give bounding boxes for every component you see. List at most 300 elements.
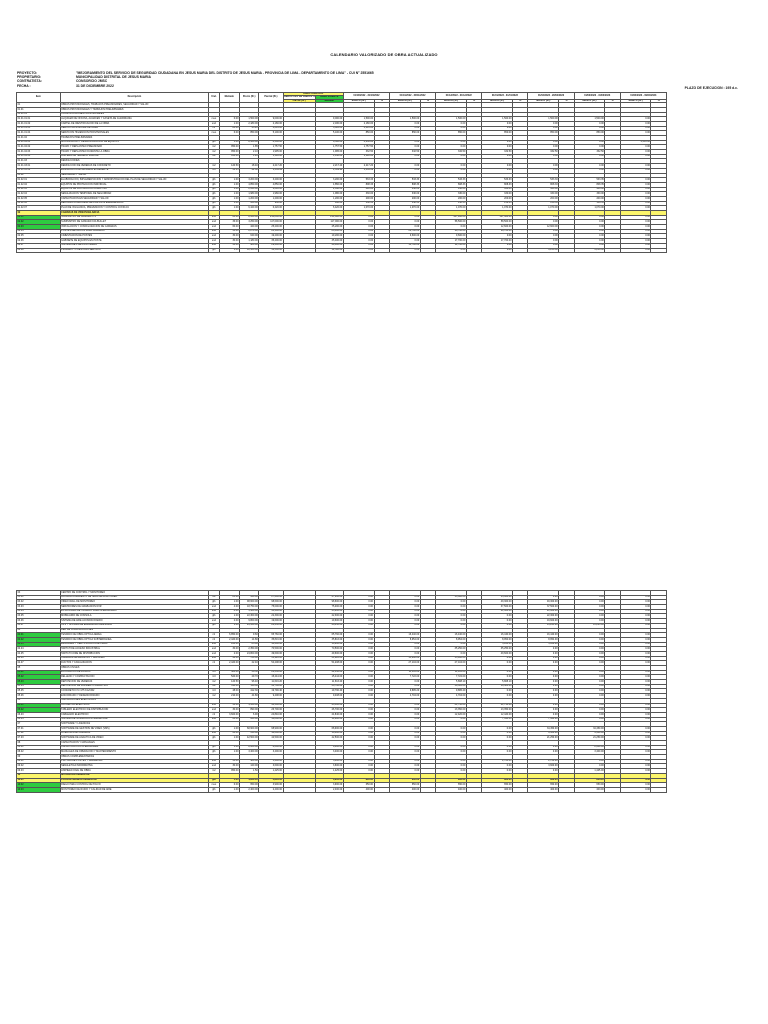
period-5-monto: 37,500.00 (528, 605, 559, 610)
period-5-monto: 13,225.00 (528, 623, 559, 628)
item-precio: 120.00 (240, 764, 259, 769)
period-6-monto: 332.50 (574, 150, 605, 155)
item-unit: glb (209, 248, 219, 253)
item-unit: glb (209, 196, 219, 201)
item-code: 01.01.02.03 (17, 150, 61, 155)
period-4-monto: 0.00 (482, 614, 513, 619)
item-description: OBRAS PROVISIONALES Y TRABAJOS PRELIMINARES (60, 107, 209, 112)
period-5-monto: 0.00 (528, 684, 559, 689)
period-7-monto: 0.00 (620, 633, 651, 638)
period-2-monto: 0.00 (389, 623, 420, 628)
item-parcial: 75,000.00 (259, 605, 283, 610)
period-4-monto: 5,808.10 (482, 680, 513, 685)
period-1-pct (374, 248, 389, 253)
item-precio: 980.00 (240, 243, 259, 248)
period-1-monto: 1,539.99 (343, 168, 374, 173)
item-description: ACONDICIONAMIENTO DE SALA DE MONITOREO (60, 595, 209, 600)
period-2-monto: 808.33 (390, 182, 421, 187)
item-metrado: 1.00 (219, 787, 240, 792)
item-description: TRABAJOS PRELIMINARES (60, 136, 209, 141)
period-6-pct (605, 787, 620, 792)
period-3-monto: 0.00 (436, 140, 467, 145)
period-1-monto: 850.00 (343, 131, 374, 136)
period-1-monto: 0.00 (343, 623, 374, 628)
item-description: PINTURA DE POSTES Y GABINETES (60, 759, 209, 764)
period-6-monto: 21,250.00 (574, 736, 605, 741)
item-vigente: 22,330.00 (315, 670, 343, 675)
item-description: SEÑALIZACION TEMPORAL DE SEGURIDAD (60, 192, 209, 197)
period-3-monto: 1,070.00 (436, 206, 467, 211)
period-3-monto: 0.00 (436, 248, 467, 253)
item-precio: 22.40 (240, 661, 259, 666)
item-precio: 2,350.00 (240, 647, 259, 652)
item-metrado: 30.00 (219, 764, 240, 769)
item-vigente: 1,539.99 (315, 168, 343, 173)
period-1-monto: 0.00 (343, 642, 374, 647)
item-unit: ml (209, 126, 219, 131)
item-description: GABINETE DE EQUIPOS EN POSTE (60, 239, 209, 244)
period-3-monto: 21,750.00 (436, 703, 467, 708)
item-vigente: 86,100.00 (315, 229, 343, 234)
item-unit: und (209, 605, 219, 610)
item-code: 05.03 (17, 680, 61, 685)
item-precio: 118.60 (240, 684, 259, 689)
period-3-monto: 8,954.00 (436, 637, 467, 642)
item-metrado: 1.00 (219, 140, 240, 145)
period-6-monto: 0.00 (574, 164, 605, 169)
period-2-monto: 332.50 (390, 150, 421, 155)
period-4-monto: 0.00 (482, 248, 513, 253)
period-7-monto: 0.00 (620, 675, 651, 680)
item-metrado: 1.00 (219, 187, 240, 192)
period-3-monto: 4,704.00 (436, 694, 467, 699)
period-5-monto: 0.00 (528, 239, 559, 244)
period-2-monto: 7,722.00 (389, 675, 420, 680)
period-1-monto: 0.00 (343, 708, 374, 713)
item-description: SOFTWARE Y LICENCIAS (60, 722, 209, 727)
period-1-monto: 200.00 (343, 196, 374, 201)
item-description: OBRAS PROVISIONALES, TRABAJOS PRELIMINARES, SEGURIDAD Y SALUD (60, 103, 209, 108)
proyecto-value: "MEJORAMIENTO DEL SERVICIO DE SEGURIDAD CIUDADANA EN JESUS MARIA DEL DISTRITO DE JESUS MARIA - PROVINCIA DE LIMA - DEPARTAMENTO DE LIMA" - CUI N° 2551665 (75, 71, 374, 75)
item-metrado: 1.00 (219, 192, 240, 197)
period-4-monto: 332.50 (482, 150, 513, 155)
item-description: EXCAVACION DE ZANJAS (60, 670, 209, 675)
period-7-monto: 0.00 (620, 694, 651, 699)
period-3-monto: 0.00 (436, 759, 467, 764)
item-parcial: 2,640.00 (259, 187, 283, 192)
item-metrado: 580.00 (219, 670, 240, 675)
period-4-monto: 49,600.00 (482, 651, 513, 656)
document-title: CALENDARIO VALORIZADO DE OBRA ACTUALIZADO (330, 52, 438, 57)
period-2-monto: 0.00 (390, 140, 421, 145)
period-4-monto: 0.00 (482, 234, 513, 239)
period-3-monto: 0.00 (436, 614, 467, 619)
item-parcial: 3,400.00 (259, 750, 283, 755)
period-3-monto: 800.00 (436, 778, 467, 783)
header-pct-3: % (466, 99, 481, 102)
item-precio: 8,500.00 (240, 140, 259, 145)
period-4-monto: 12,600.00 (482, 225, 513, 230)
period-4-monto: 0.00 (482, 689, 513, 694)
period-7-monto: 0.00 (620, 164, 651, 169)
period-7-monto: 0.00 (620, 126, 651, 131)
period-7-monto: 0.00 (620, 192, 651, 197)
period-5-monto: 0.00 (528, 694, 559, 699)
period-5-monto: 0.00 (528, 215, 559, 220)
item-vigente: 25,200.00 (315, 225, 343, 230)
header-deductivo: DEDUCTIVO DE OBRA N°01 (284, 95, 316, 99)
period-3-monto: 15,960.00 (436, 656, 467, 661)
period-5-pct (559, 248, 574, 253)
item-metrado: 4.00 (219, 605, 240, 610)
header-monto-6: MONTO (S/.) (574, 99, 605, 102)
item-unit: glb (209, 600, 219, 605)
period-7-monto: 0.00 (620, 670, 651, 675)
item-description: ELABORACION, IMPLEMENTACION Y ADMINISTRACION DEL PLAN DE SEGURIDAD Y SALUD (60, 178, 209, 183)
period-3-monto: 0.00 (436, 764, 467, 769)
item-metrado: 42.00 (219, 656, 240, 661)
period-4-monto: 0.00 (482, 731, 513, 736)
period-6-monto: 0.00 (574, 651, 605, 656)
period-2-monto: 0.00 (390, 145, 421, 150)
period-1-monto: 1,140.00 (343, 154, 374, 159)
item-unit: m2 (209, 150, 219, 155)
item-precio: 42,500.00 (240, 736, 259, 741)
item-parcial: 1,425.00 (259, 769, 283, 774)
item-unit: ml (209, 633, 219, 638)
item-code: 01.01.02.02 (17, 145, 61, 150)
item-unit: und (209, 239, 219, 244)
item-description: ACOMETIDA ELECTRICA (60, 703, 209, 708)
item-precio: 98,600.00 (240, 600, 259, 605)
item-unit: glb (209, 178, 219, 183)
item-unit: m2 (209, 145, 219, 150)
item-code: 04.04 (17, 647, 61, 652)
period-5-monto: 0.00 (528, 243, 559, 248)
period-4-monto: 0.00 (482, 145, 513, 150)
item-parcial: 6,420.00 (259, 206, 283, 211)
period-3-monto: 0.00 (436, 736, 467, 741)
item-parcial: 22,330.00 (259, 670, 283, 675)
period-5-monto: 0.00 (528, 689, 559, 694)
item-vigente: 35,400.00 (315, 239, 343, 244)
item-code: 03.05 (17, 614, 61, 619)
item-metrado: 1.00 (219, 778, 240, 783)
period-5-monto: 0.00 (528, 708, 559, 713)
period-5-monto: 0.00 (528, 769, 559, 774)
period-1-monto: 0.00 (343, 234, 374, 239)
item-vigente: 4,800.00 (315, 778, 343, 783)
item-vigente: 5,400.00 (315, 759, 343, 764)
item-code: 01.01.03.01 (17, 164, 61, 169)
period-1-monto: 0.00 (343, 675, 374, 680)
period-3-pct (466, 248, 481, 253)
item-precio: 6.90 (240, 712, 259, 717)
period-1-monto: 0.00 (343, 689, 374, 694)
period-4-monto: 0.00 (482, 164, 513, 169)
fecha-value: 31 DE DICIEMBRE 2022 (75, 84, 114, 88)
item-code: 10.02 (17, 783, 61, 788)
item-metrado: 6.00 (219, 131, 240, 136)
item-parcial: 1,200.00 (259, 196, 283, 201)
period-5-monto: 1,500.00 (528, 117, 559, 122)
item-code: 06.01 (17, 703, 61, 708)
item-parcial: 27,200.00 (259, 595, 283, 600)
item-code: 01.01.01.04 (17, 131, 61, 136)
item-vigente: 19,600.00 (315, 619, 343, 624)
period-4-monto: 158.33 (482, 201, 513, 206)
period-5-monto: 850.00 (528, 131, 559, 136)
item-parcial: 26,450.00 (259, 623, 283, 628)
item-unit: und (209, 234, 219, 239)
period-6-monto: 0.00 (574, 689, 605, 694)
header-monto-7: MONTO (S/.) (620, 99, 651, 102)
item-precio: 1,450.00 (240, 703, 259, 708)
item-metrado: 1.00 (219, 182, 240, 187)
period-2-monto: 0.00 (390, 220, 421, 225)
period-4-monto: 533.33 (482, 178, 513, 183)
item-code: 01.01.02 (17, 136, 61, 141)
item-precio: 3,400.00 (240, 750, 259, 755)
header-pct-5: % (559, 99, 574, 102)
period-2-monto: 16,440.00 (389, 633, 420, 638)
item-description: TENDIDO DE FIBRA OPTICA AEREA (60, 633, 209, 638)
period-5-monto: 16,440.00 (528, 633, 559, 638)
item-code: 03.04 (17, 609, 61, 614)
period-6-monto: 0.00 (574, 633, 605, 638)
item-vigente: 10,200.00 (315, 642, 343, 647)
item-parcial: 5,100.00 (259, 131, 283, 136)
item-description: SEGURIDAD Y SALUD (60, 173, 209, 178)
item-metrado: 6.00 (219, 783, 240, 788)
item-description: DEMOLICIONES (60, 159, 209, 164)
period-4-monto: 440.00 (482, 187, 513, 192)
period-7-monto: 0.00 (620, 145, 651, 150)
item-parcial: 1,539.99 (259, 168, 283, 173)
item-description: SERVIDORES DE GRABACION NVR (60, 605, 209, 610)
item-metrado: 2.00 (219, 651, 240, 656)
item-vigente: 31,920.00 (315, 656, 343, 661)
item-vigente: 19,790.40 (315, 689, 343, 694)
fecha-line (17, 84, 114, 88)
item-vigente: 24,840.00 (315, 712, 343, 717)
period-5-monto: 0.00 (528, 126, 559, 131)
item-vigente: 27,200.00 (315, 595, 343, 600)
period-3-monto: 200.00 (436, 196, 467, 201)
period-3-monto: 58,500.00 (436, 220, 467, 225)
item-vigente: 1,995.00 (315, 150, 343, 155)
item-description: DUCTOS Y CANALIZACION (60, 661, 209, 666)
item-parcial: 15,444.00 (259, 675, 283, 680)
item-description: CIMENTACION DE POSTES (60, 234, 209, 239)
item-parcial: 70,500.00 (259, 647, 283, 652)
header-period-4: 01/01/2023 - 31/01/2023 (482, 93, 528, 100)
period-7-monto: 0.00 (620, 623, 651, 628)
header-parcial-sub: Parcial (S/.) (283, 99, 315, 102)
period-7-monto: 0.00 (620, 595, 651, 600)
item-parcial: 3,200.00 (259, 178, 283, 183)
period-4-monto: 800.00 (482, 778, 513, 783)
item-description: MANUALES DE OPERACION Y MANTENIMIENTO (60, 750, 209, 755)
item-metrado: 1.00 (219, 206, 240, 211)
period-4-monto: 49,300.00 (482, 600, 513, 605)
item-code: 02.08 (17, 248, 61, 253)
period-2-monto: 0.00 (389, 745, 420, 750)
item-deductivo (283, 248, 315, 253)
period-4-monto: 0.00 (482, 619, 513, 624)
header-monto-1: MONTO (S/.) (343, 99, 374, 102)
item-code: 01 (17, 103, 61, 108)
period-6-monto: 0.00 (574, 595, 605, 600)
item-unit: glb (209, 623, 219, 628)
item-metrado: 6,850.00 (219, 633, 240, 638)
period-3-monto: 0.00 (436, 642, 467, 647)
period-2-monto: 0.00 (389, 619, 420, 624)
period-2-monto: 0.00 (389, 731, 420, 736)
period-2-monto: 0.00 (390, 168, 421, 173)
period-1-monto: 0.00 (343, 731, 374, 736)
item-code: 07.03 (17, 736, 61, 741)
item-code: 10.01 (17, 778, 61, 783)
period-2-monto: 4,704.00 (389, 694, 420, 699)
item-description: OBRAS CIVILES (60, 666, 209, 671)
item-code: 10.03 (17, 787, 61, 792)
item-vigente: 29,400.00 (315, 243, 343, 248)
item-description: VIDEO WALL DE MONITOREO (60, 600, 209, 605)
period-4-monto: 37,500.00 (482, 605, 513, 610)
item-description: SISTEMA DE AIRE ACONDICIONADO (60, 619, 209, 624)
item-vigente: 49,600.00 (315, 651, 343, 656)
item-vigente: 14,880.00 (315, 717, 343, 722)
item-code: 05.04 (17, 684, 61, 689)
item-code: 01.02.06 (17, 201, 61, 206)
item-precio: 26,450.00 (240, 623, 259, 628)
item-description: CONSTRUCCIONES PROVISIONALES (60, 112, 209, 117)
item-metrado: 2.00 (219, 619, 240, 624)
item-precio: 9,800.00 (240, 619, 259, 624)
period-4-monto: 107,400.00 (482, 215, 513, 220)
period-7-monto: 0.00 (620, 248, 651, 253)
period-3-monto: 850.00 (436, 131, 467, 136)
period-6-monto: 0.00 (574, 637, 605, 642)
period-4-monto: 16,440.00 (482, 633, 513, 638)
item-vigente: 35,816.00 (315, 637, 343, 642)
item-metrado: 950.00 (219, 154, 240, 159)
item-description: SISTEMA DE PUESTA A TIERRA (60, 243, 209, 248)
period-5-monto: 0.00 (528, 661, 559, 666)
period-4-monto: 0.00 (482, 764, 513, 769)
item-unit: m2 (209, 769, 219, 774)
item-code: 04.01 (17, 633, 61, 638)
period-5-monto: 650.00 (528, 783, 559, 788)
item-metrado: 950.00 (219, 769, 240, 774)
item-code: 05.06 (17, 694, 61, 699)
period-4-monto: 0.00 (482, 154, 513, 159)
item-precio: 14.80 (240, 637, 259, 642)
period-4-monto: 200.00 (482, 196, 513, 201)
period-3-monto: 13,600.00 (436, 595, 467, 600)
item-unit: und (209, 225, 219, 230)
period-2-monto: 0.00 (390, 215, 421, 220)
item-description: REPOSICION DE VEREDAS (60, 680, 209, 685)
item-parcial: 12,500.00 (259, 248, 283, 253)
period-2-monto: 27,104.00 (389, 661, 420, 666)
item-unit: und (209, 708, 219, 713)
period-2-monto: 0.00 (389, 600, 420, 605)
period-4-monto: 1,070.00 (482, 206, 513, 211)
period-6-monto: 0.00 (574, 670, 605, 675)
item-precio: 4,850.00 (240, 182, 259, 187)
item-description: DEMOLICION DE VEREDAS DE CONCRETO (60, 164, 209, 169)
period-7-monto: 0.00 (620, 225, 651, 230)
period-6-monto: 9,300.00 (574, 731, 605, 736)
item-parcial: 8,500.00 (259, 140, 283, 145)
item-precio: 5,400.00 (240, 609, 259, 614)
item-metrado: 1.00 (219, 248, 240, 253)
item-metrado: 120.00 (219, 642, 240, 647)
period-6-monto: 0.00 (574, 126, 605, 131)
item-precio: 1,500.00 (240, 117, 259, 122)
period-6-monto: 0.00 (574, 712, 605, 717)
item-metrado: 3,600.00 (219, 712, 240, 717)
item-unit: und (209, 121, 219, 126)
item-parcial: 35,816.00 (259, 637, 283, 642)
item-description: CARTEL DE IDENTIFICACION DE LA OBRA (60, 121, 209, 126)
item-vigente: 214,800.00 (315, 215, 343, 220)
item-unit: und (209, 243, 219, 248)
period-5-monto: 0.00 (528, 712, 559, 717)
item-code: 04.05 (17, 651, 61, 656)
period-4-monto: 0.00 (482, 168, 513, 173)
period-3-monto: 330.00 (436, 192, 467, 197)
item-description: ENCOFRADO Y DESENCOFRADO (60, 694, 209, 699)
period-4-monto: 28,700.00 (482, 229, 513, 234)
period-5-monto: 0.00 (528, 164, 559, 169)
item-code: 04.03 (17, 642, 61, 647)
item-precio: 640.00 (240, 234, 259, 239)
item-code: 01.02.03 (17, 187, 61, 192)
item-description: ALQUILER DE OFICINA, ALMACEN Y CASETA DE GUARDIANIA (60, 117, 209, 122)
item-vigente: 1,140.00 (315, 154, 343, 159)
period-5-monto: 0.00 (528, 703, 559, 708)
item-precio: 2,640.00 (240, 187, 259, 192)
item-metrado: 30.00 (219, 703, 240, 708)
period-1-monto: 0.00 (343, 736, 374, 741)
proyecto-label: PROYECTO: (17, 71, 38, 75)
item-metrado: 1.00 (219, 201, 240, 206)
period-4-monto: 0.00 (482, 623, 513, 628)
item-metrado: 950.00 (219, 150, 240, 155)
period-2-monto: 158.33 (390, 201, 421, 206)
item-unit: glb (209, 614, 219, 619)
header-monto-3: MONTO (S/.) (436, 99, 467, 102)
period-5-monto: 0.00 (528, 647, 559, 652)
item-parcial: 4,850.00 (259, 182, 283, 187)
item-unit: m3 (209, 168, 219, 173)
period-2-monto: 400.00 (389, 787, 420, 792)
item-description: MONITOREO DE RUIDO Y CALIDAD DE AIRE (60, 787, 209, 792)
item-description: OBRAS COMPLEMENTARIAS (60, 755, 209, 760)
item-parcial: 18,600.00 (259, 731, 283, 736)
item-code: 07 (17, 722, 61, 727)
item-precio: 420.00 (240, 225, 259, 230)
period-7-monto: 0.00 (620, 736, 651, 741)
period-5-pct (559, 787, 574, 792)
item-metrado: 2,420.00 (219, 637, 240, 642)
item-description: ESTACIONES DE TRABAJO PARA OPERADORES (60, 609, 209, 614)
period-3-monto: 533.33 (436, 178, 467, 183)
period-6-monto: 0.00 (574, 703, 605, 708)
